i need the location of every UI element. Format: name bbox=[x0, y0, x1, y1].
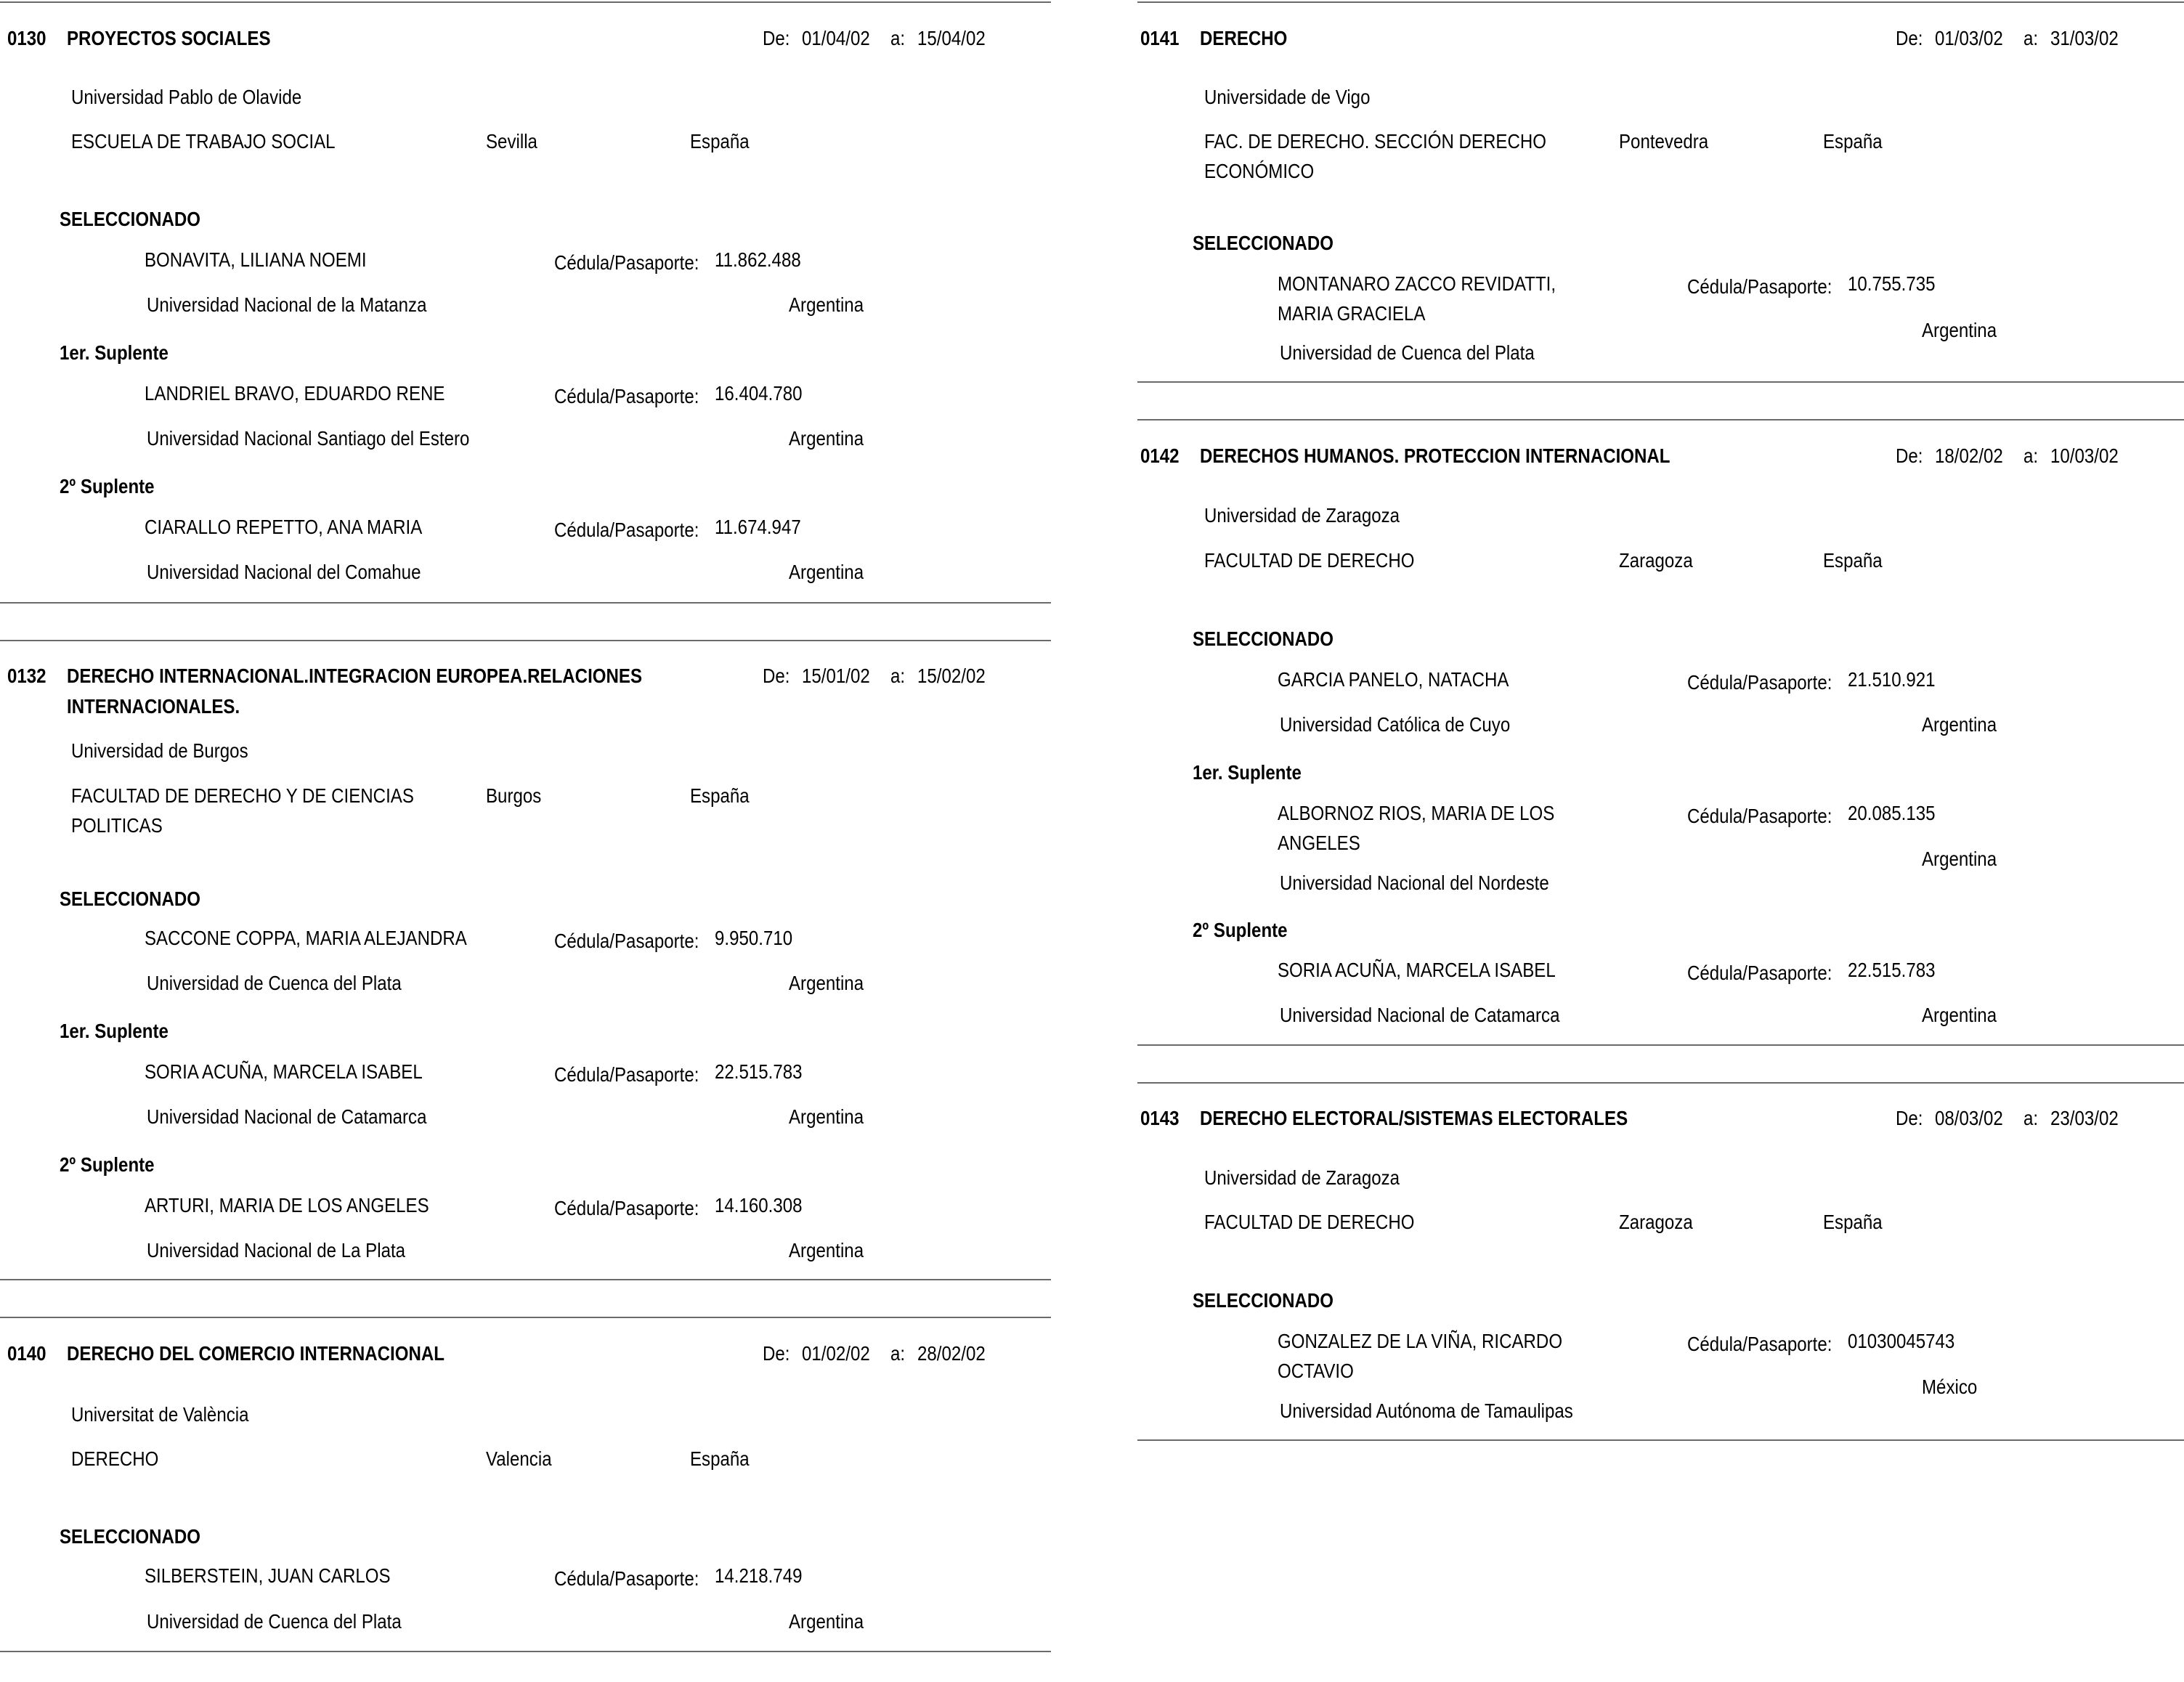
date-from-label: De: bbox=[1896, 1107, 1923, 1129]
section-bottom-rule bbox=[0, 1651, 1051, 1652]
id-label: Cédula/Pasaporte: bbox=[554, 385, 699, 407]
host-country: España bbox=[690, 1447, 750, 1470]
host-country: España bbox=[1823, 130, 1883, 153]
person-name-line-2: OCTAVIO bbox=[1278, 1360, 1354, 1382]
date-to: 15/02/02 bbox=[917, 665, 986, 687]
person-id: 21.510.921 bbox=[1848, 668, 1936, 691]
date-from: 08/03/02 bbox=[1935, 1107, 2003, 1129]
person-country: Argentina bbox=[1922, 713, 1997, 736]
person-country: Argentina bbox=[789, 1105, 864, 1128]
person-name: MONTANARO ZACCO REVIDATTI, bbox=[1278, 272, 1556, 295]
course-title: DERECHO ELECTORAL/SISTEMAS ELECTORALES bbox=[1200, 1107, 1628, 1129]
course-title: DERECHO INTERNACIONAL.INTEGRACION EUROPEA.RELACIONES bbox=[67, 665, 643, 687]
person-country: Argentina bbox=[789, 427, 864, 450]
person-country: Argentina bbox=[1922, 319, 1997, 341]
substitute-1-label: 1er. Suplente bbox=[60, 341, 169, 364]
host-university: Universitat de València bbox=[71, 1403, 249, 1426]
person-name: GONZALEZ DE LA VIÑA, RICARDO bbox=[1278, 1330, 1563, 1352]
date-to: 23/03/02 bbox=[2050, 1107, 2119, 1129]
person-country: Argentina bbox=[789, 972, 864, 994]
section-bottom-rule bbox=[1137, 1439, 2184, 1441]
selected-label: SELECCIONADO bbox=[60, 887, 200, 910]
host-country: España bbox=[690, 784, 750, 807]
person-name: ALBORNOZ RIOS, MARIA DE LOS bbox=[1278, 802, 1555, 824]
course-code: 0132 bbox=[7, 665, 46, 687]
date-from: 01/03/02 bbox=[1935, 27, 2003, 49]
person-university: Universidad Nacional Santiago del Estero bbox=[147, 427, 470, 450]
section-top-rule bbox=[0, 1, 1051, 3]
id-label: Cédula/Pasaporte: bbox=[554, 1567, 699, 1590]
date-to-label: a: bbox=[2023, 1107, 2039, 1129]
person-name-line-2: MARIA GRACIELA bbox=[1278, 302, 1426, 325]
date-to-label: a: bbox=[890, 665, 906, 687]
section-bottom-rule bbox=[1137, 381, 2184, 383]
date-from-label: De: bbox=[763, 665, 790, 687]
host-faculty: FACULTAD DE DERECHO Y DE CIENCIAS bbox=[71, 784, 414, 807]
host-faculty: DERECHO bbox=[71, 1447, 159, 1470]
person-university: Universidad de Cuenca del Plata bbox=[147, 1610, 402, 1633]
id-label: Cédula/Pasaporte: bbox=[554, 930, 699, 952]
person-id: 14.160.308 bbox=[715, 1194, 803, 1216]
substitute-2-label: 2º Suplente bbox=[60, 1153, 155, 1176]
host-faculty: ESCUELA DE TRABAJO SOCIAL bbox=[71, 130, 336, 153]
person-university: Universidad Autónoma de Tamaulipas bbox=[1280, 1399, 1573, 1422]
section-top-rule bbox=[0, 1317, 1051, 1318]
person-id: 01030045743 bbox=[1848, 1330, 1955, 1352]
person-name-line-2: ANGELES bbox=[1278, 832, 1360, 854]
substitute-1-label: 1er. Suplente bbox=[60, 1020, 169, 1042]
selected-label: SELECCIONADO bbox=[1193, 232, 1333, 254]
date-to-label: a: bbox=[2023, 444, 2039, 467]
id-label: Cédula/Pasaporte: bbox=[554, 251, 699, 274]
section-bottom-rule bbox=[0, 1279, 1051, 1280]
person-country: Argentina bbox=[789, 561, 864, 583]
person-university: Universidad Nacional de Catamarca bbox=[1280, 1004, 1560, 1026]
person-id: 11.862.488 bbox=[715, 248, 801, 271]
id-label: Cédula/Pasaporte: bbox=[1687, 805, 1832, 827]
person-name: BONAVITA, LILIANA NOEMI bbox=[145, 248, 367, 271]
person-name: LANDRIEL BRAVO, EDUARDO RENE bbox=[145, 382, 445, 405]
course-code: 0130 bbox=[7, 27, 46, 49]
date-to-label: a: bbox=[890, 27, 906, 49]
person-university: Universidad Nacional del Comahue bbox=[147, 561, 421, 583]
date-from: 15/01/02 bbox=[802, 665, 870, 687]
date-to-label: a: bbox=[2023, 27, 2039, 49]
person-name: SORIA ACUÑA, MARCELA ISABEL bbox=[1278, 959, 1556, 981]
person-university: Universidad Católica de Cuyo bbox=[1280, 713, 1511, 736]
person-university: Universidad Nacional de Catamarca bbox=[147, 1105, 427, 1128]
course-code: 0141 bbox=[1140, 27, 1180, 49]
person-university: Universidad Nacional del Nordeste bbox=[1280, 872, 1549, 894]
substitute-1-label: 1er. Suplente bbox=[1193, 761, 1302, 784]
host-city: Zaragoza bbox=[1619, 1211, 1693, 1233]
person-id: 22.515.783 bbox=[1848, 959, 1936, 981]
substitute-2-label: 2º Suplente bbox=[1193, 919, 1288, 941]
date-from: 01/02/02 bbox=[802, 1342, 870, 1365]
host-university: Universidade de Vigo bbox=[1204, 86, 1371, 108]
host-university: Universidad Pablo de Olavide bbox=[71, 86, 302, 108]
person-name: GARCIA PANELO, NATACHA bbox=[1278, 668, 1509, 691]
person-university: Universidad de Cuenca del Plata bbox=[147, 972, 402, 994]
date-from-label: De: bbox=[1896, 27, 1923, 49]
date-from-label: De: bbox=[1896, 444, 1923, 467]
person-id: 14.218.749 bbox=[715, 1564, 803, 1587]
person-country: Argentina bbox=[789, 293, 864, 316]
course-title-line-2: INTERNACIONALES. bbox=[67, 695, 240, 718]
person-id: 22.515.783 bbox=[715, 1060, 803, 1083]
date-to: 10/03/02 bbox=[2050, 444, 2119, 467]
id-label: Cédula/Pasaporte: bbox=[554, 1197, 699, 1219]
person-name: SILBERSTEIN, JUAN CARLOS bbox=[145, 1564, 391, 1587]
person-name: SACCONE COPPA, MARIA ALEJANDRA bbox=[145, 927, 467, 949]
person-name: ARTURI, MARIA DE LOS ANGELES bbox=[145, 1194, 429, 1216]
person-id: 10.755.735 bbox=[1848, 272, 1936, 295]
person-university: Universidad de Cuenca del Plata bbox=[1280, 341, 1535, 364]
host-faculty: FACULTAD DE DERECHO bbox=[1204, 1211, 1415, 1233]
person-name: CIARALLO REPETTO, ANA MARIA bbox=[145, 516, 423, 538]
date-to: 28/02/02 bbox=[917, 1342, 986, 1365]
selected-label: SELECCIONADO bbox=[1193, 627, 1333, 650]
host-university: Universidad de Zaragoza bbox=[1204, 504, 1400, 527]
date-from-label: De: bbox=[763, 27, 790, 49]
course-code: 0143 bbox=[1140, 1107, 1180, 1129]
date-from-label: De: bbox=[763, 1342, 790, 1365]
substitute-2-label: 2º Suplente bbox=[60, 475, 155, 497]
id-label: Cédula/Pasaporte: bbox=[554, 1063, 699, 1086]
host-faculty: FAC. DE DERECHO. SECCIÓN DERECHO bbox=[1204, 130, 1546, 153]
person-id: 16.404.780 bbox=[715, 382, 803, 405]
selected-label: SELECCIONADO bbox=[1193, 1289, 1333, 1312]
course-title: PROYECTOS SOCIALES bbox=[67, 27, 271, 49]
date-to: 31/03/02 bbox=[2050, 27, 2119, 49]
host-country: España bbox=[690, 130, 750, 153]
date-to-label: a: bbox=[890, 1342, 906, 1365]
person-id: 20.085.135 bbox=[1848, 802, 1936, 824]
person-country: Argentina bbox=[789, 1239, 864, 1262]
host-city: Zaragoza bbox=[1619, 549, 1693, 572]
person-country: Argentina bbox=[1922, 848, 1997, 870]
person-id: 11.674.947 bbox=[715, 516, 801, 538]
person-country: México bbox=[1922, 1376, 1978, 1398]
person-country: Argentina bbox=[1922, 1004, 1997, 1026]
id-label: Cédula/Pasaporte: bbox=[1687, 1333, 1832, 1355]
course-title: DERECHO DEL COMERCIO INTERNACIONAL bbox=[67, 1342, 444, 1365]
host-country: España bbox=[1823, 1211, 1883, 1233]
host-country: España bbox=[1823, 549, 1883, 572]
person-university: Universidad Nacional de La Plata bbox=[147, 1239, 406, 1262]
date-to: 15/04/02 bbox=[917, 27, 986, 49]
id-label: Cédula/Pasaporte: bbox=[1687, 671, 1832, 694]
person-id: 9.950.710 bbox=[715, 927, 793, 949]
date-from: 18/02/02 bbox=[1935, 444, 2003, 467]
host-city: Sevilla bbox=[486, 130, 537, 153]
selected-label: SELECCIONADO bbox=[60, 1525, 200, 1548]
id-label: Cédula/Pasaporte: bbox=[1687, 275, 1832, 298]
course-code: 0140 bbox=[7, 1342, 46, 1365]
person-name: SORIA ACUÑA, MARCELA ISABEL bbox=[145, 1060, 423, 1083]
host-city: Valencia bbox=[486, 1447, 552, 1470]
section-top-rule bbox=[0, 640, 1051, 641]
person-country: Argentina bbox=[789, 1610, 864, 1633]
section-bottom-rule bbox=[1137, 1044, 2184, 1046]
person-university: Universidad Nacional de la Matanza bbox=[147, 293, 427, 316]
host-faculty-line-2: ECONÓMICO bbox=[1204, 160, 1315, 182]
course-title: DERECHOS HUMANOS. PROTECCION INTERNACIONAL bbox=[1200, 444, 1671, 467]
section-top-rule bbox=[1137, 1082, 2184, 1084]
course-title: DERECHO bbox=[1200, 27, 1288, 49]
selected-label: SELECCIONADO bbox=[60, 208, 200, 230]
date-from: 01/04/02 bbox=[802, 27, 870, 49]
id-label: Cédula/Pasaporte: bbox=[554, 519, 699, 541]
host-city: Burgos bbox=[486, 784, 542, 807]
id-label: Cédula/Pasaporte: bbox=[1687, 962, 1832, 984]
host-university: Universidad de Burgos bbox=[71, 739, 248, 762]
host-city: Pontevedra bbox=[1619, 130, 1709, 153]
section-bottom-rule bbox=[0, 602, 1051, 604]
host-faculty-line-2: POLITICAS bbox=[71, 814, 163, 837]
section-top-rule bbox=[1137, 419, 2184, 420]
host-university: Universidad de Zaragoza bbox=[1204, 1166, 1400, 1189]
section-top-rule bbox=[1137, 1, 2184, 3]
course-code: 0142 bbox=[1140, 444, 1180, 467]
host-faculty: FACULTAD DE DERECHO bbox=[1204, 549, 1415, 572]
